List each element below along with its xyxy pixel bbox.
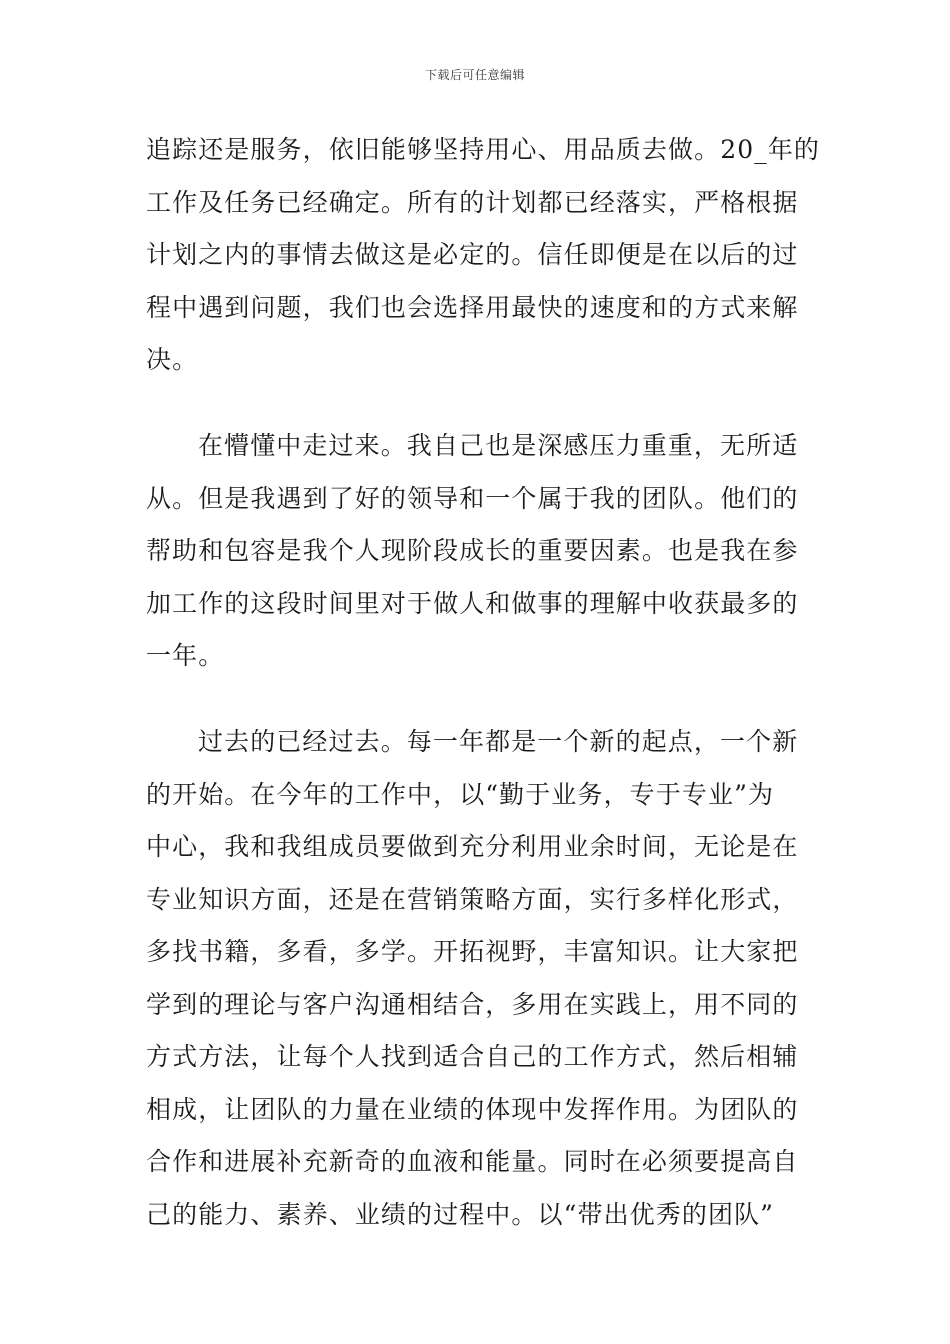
text-line: 追踪还是服务，依旧能够坚持用心、用品质去做。20_年的 xyxy=(146,135,821,164)
text-line: 决。 xyxy=(146,345,199,374)
text-line: 中心，我和我组成员要做到充分利用业余时间，无论是在 xyxy=(146,832,799,861)
text-line: 一年。 xyxy=(146,641,225,670)
text-line: 在懵懂中走过来。我自己也是深感压力重重，无所适 xyxy=(198,431,799,460)
text-line: 程中遇到问题，我们也会选择用最快的速度和的方式来解 xyxy=(146,292,799,322)
paragraph-3 xyxy=(146,716,799,1241)
text-line: 相成，让团队的力量在业绩的体现中发挥作用。为团队的 xyxy=(146,1094,799,1124)
text-line: 多找书籍，多看，多学。开拓视野，丰富知识。让大家把 xyxy=(146,937,799,966)
text-line: 方式方法，让每个人找到适合自己的工作方式，然后相辅 xyxy=(146,1042,799,1071)
text-line: 从。但是我遇到了好的领导和一个属于我的团队。他们的 xyxy=(146,483,799,513)
paragraph-1 xyxy=(146,124,820,387)
text-line: 工作及任务已经确定。所有的计划都已经落实，严格根据 xyxy=(146,187,799,217)
text-line: 加工作的这段时间里对于做人和做事的理解中收获最多的 xyxy=(146,588,799,618)
text-line: 专业知识方面，还是在营销策略方面，实行多样化形式， xyxy=(146,884,799,914)
text-line: 过去的已经过去。每一年都是一个新的起点，一个新 xyxy=(198,727,799,756)
text-line: 帮助和包容是我个人现阶段成长的重要因素。也是我在参 xyxy=(146,536,799,565)
text-line: 己的能力、素养、业绩的过程中。以“带出优秀的团队” xyxy=(146,1199,775,1229)
text-line: 的开始。在今年的工作中，以“勤于业务，专于专业”为 xyxy=(146,779,775,809)
text-line: 合作和进展补充新奇的血液和能量。同时在必须要提高自 xyxy=(146,1147,799,1176)
page-header: 下载后可任意编辑 xyxy=(424,68,525,82)
text-line: 计划之内的事情去做这是必定的。信任即便是在以后的过 xyxy=(146,240,799,269)
paragraph-2 xyxy=(146,420,799,683)
text-line: 学到的理论与客户沟通相结合，多用在实践上，用不同的 xyxy=(146,989,799,1019)
